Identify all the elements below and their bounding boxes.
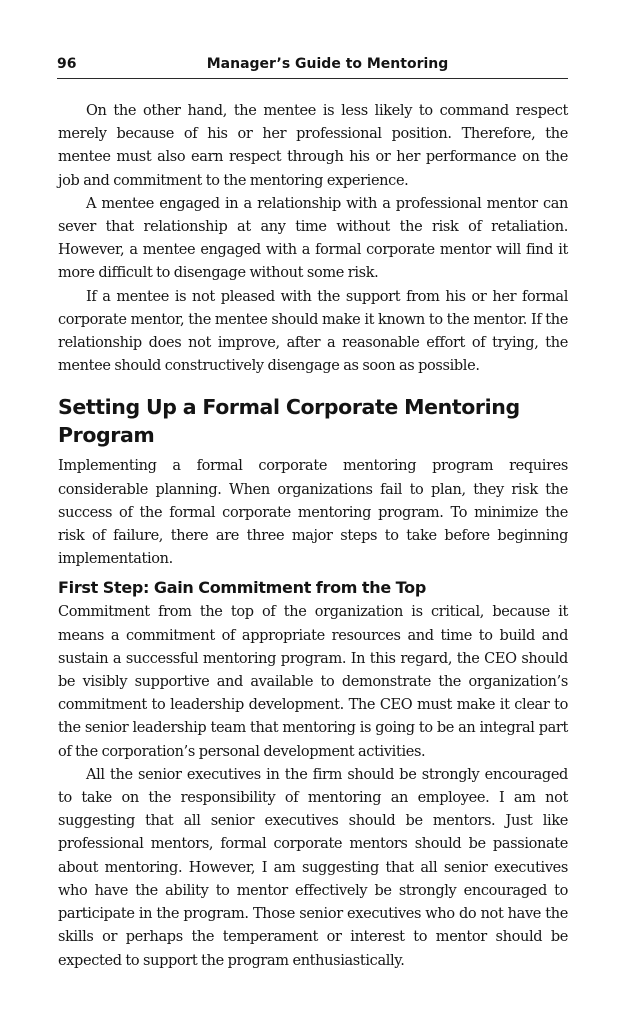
paragraph: Commitment from the top of the organization is critical, because it means a commitment of appropriate resources and time to build and sustain a successful mentoring program. In this regard, the CEO should be visibly supportive and available to demonstrate the organization’s commitment to leadership development. The CEO must make it clear to the senior leadership team that mentoring is going to be an integral part of the corporation’s personal development activities. (58, 604, 568, 760)
paragraph: Implementing a formal corporate mentoring program requires considerable planning. When organizations fail to plan, they risk the success of the formal corporate mentoring program. To minimize the risk of failure, there are three major steps to take before beginning implementation. (58, 458, 568, 568)
running-head (57, 54, 568, 76)
paragraph: On the other hand, the mentee is less likely to command respect merely because of his or her professional position. Therefore, the mentee must also earn respect through his or her performance on the job and commitment to the mentoring experience. (58, 103, 568, 189)
running-title: Manager’s Guide to Mentoring (206, 56, 449, 72)
paragraph: All the senior executives in the firm should be strongly encouraged to take on the responsibility of mentoring an employee. I am not suggesting that all senior executives should be mentors. Just like professional mentors, formal corporate mentors should be passionate about mentoring. However, I am suggesting that all senior executives who have the ability to mentor effectively be strongly encouraged to participate in the program. Those senior executives who do not have the skills or perhaps the temperament or interest to mentor should be expected to support the program enthusiastically. (58, 766, 568, 969)
header-rule (57, 78, 568, 79)
subsection-heading: First Step: Gain Commitment from the Top (58, 578, 426, 598)
section-heading: Setting Up a Formal Corporate Mentoring Program (58, 395, 520, 448)
paragraph: If a mentee is not pleased with the support from his or her formal corporate mentor, the mentee should make it known to the mentor. If the relationship does not improve, after a reasonable effort of trying, the mentee should constructively disengage as soon as possible. (58, 288, 568, 375)
body-text (58, 100, 568, 973)
page-number: 96 (57, 56, 77, 72)
paragraph: A mentee engaged in a relationship with a professional mentor can sever that relationship at any time without the risk of retaliation. However, a mentee engaged with a formal corporate mentor will find it more difficult to disengage without some risk. (58, 195, 568, 282)
